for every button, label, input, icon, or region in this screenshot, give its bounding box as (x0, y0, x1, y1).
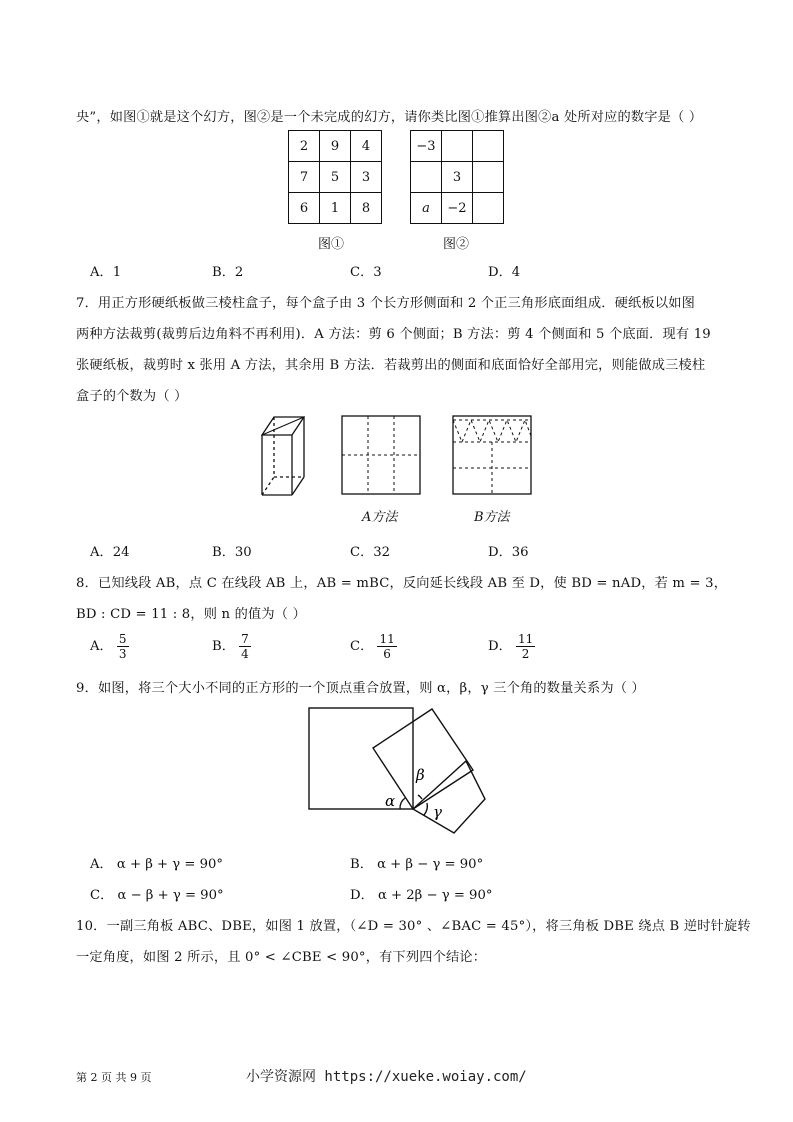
q6-option-b: B．2 (212, 265, 244, 280)
q8-option-b (212, 632, 251, 661)
caption-figure-2: 图② (443, 237, 470, 252)
q6-option-c: C．3 (350, 265, 382, 280)
q7-line-2: 两种方法裁剪(裁剪后边角料不再利用)．A 方法：剪 6 个侧面；B 方法：剪 4 个侧面和 5 个底面．现有 19 (76, 327, 711, 342)
option-label: A． (90, 639, 113, 654)
method-a-board (342, 416, 422, 496)
fraction (117, 632, 129, 661)
cell: 1 (320, 193, 351, 224)
q10-line-1: 10．一副三角板 ABC、DBE，如图 1 放置，（∠D = 30° 、∠BAC = 45°），将三角板 DBE 绕点 B 逆时针旋转 (76, 919, 751, 934)
q7-option-a: A．24 (90, 545, 130, 560)
magic-square-2 (410, 130, 504, 224)
q9-option-c: C． α − β + γ = 90° (90, 888, 224, 903)
fraction (516, 632, 535, 661)
cell: 5 (320, 162, 351, 193)
option-label: B． (212, 639, 235, 654)
q9-option-a: A． α + β + γ = 90° (90, 857, 223, 872)
q7-line-4: 盒子的个数为（ ） (76, 389, 188, 404)
method-b-board (453, 416, 533, 496)
q9-option-b: B． α + β − γ = 90° (350, 857, 484, 872)
cell: 4 (351, 131, 382, 162)
numerator: 7 (241, 632, 249, 646)
q9-option-d: D． α + 2β − γ = 90° (350, 888, 493, 903)
denominator: 4 (241, 647, 249, 661)
q8-option-d (488, 632, 535, 661)
numerator: 11 (517, 632, 534, 646)
cell: −3 (411, 131, 442, 162)
cell: 7 (289, 162, 320, 193)
cell: 6 (289, 193, 320, 224)
q7-option-c: C．32 (350, 545, 391, 560)
cell: −2 (442, 193, 473, 224)
q6-option-a: A．1 (90, 265, 122, 280)
three-squares-figure (306, 705, 491, 840)
gamma-label: γ (433, 803, 442, 821)
denominator: 3 (118, 647, 127, 661)
denominator: 2 (521, 647, 530, 661)
q8-option-a (90, 632, 129, 661)
fraction (239, 632, 251, 661)
cell (473, 162, 504, 193)
caption-figure-1: 图① (318, 237, 345, 252)
beta-label: β (416, 766, 425, 784)
triangular-prism-figure (258, 413, 318, 498)
cell: a (411, 193, 442, 224)
caption-method-a: A方法 (362, 510, 398, 525)
cell (473, 193, 504, 224)
cell (473, 131, 504, 162)
q6-option-d: D．4 (488, 265, 521, 280)
q8-line-1: 8．已知线段 AB，点 C 在线段 AB 上，AB = mBC，反向延长线段 AB 至 D，使 BD = nAD，若 m = 3， (76, 576, 728, 591)
q8-line-2: BD : CD = 11 : 8，则 n 的值为（ ） (76, 607, 306, 622)
option-label: D． (488, 639, 512, 654)
q7-option-d: D．36 (488, 545, 529, 560)
magic-square-1 (288, 130, 382, 224)
q8-option-c (350, 632, 397, 661)
q7-line-1: 7．用正方形硬纸板做三棱柱盒子，每个盒子由 3 个长方形侧面和 2 个正三角形底面组成．硬纸板以如图 (76, 296, 695, 311)
cell (411, 162, 442, 193)
cell: 3 (351, 162, 382, 193)
cell: 8 (351, 193, 382, 224)
denominator: 6 (383, 647, 391, 661)
option-label: C． (350, 639, 374, 654)
watermark-site: 小学资源网 https://xueke.woiay.com/ (246, 1069, 527, 1085)
cell: 2 (289, 131, 320, 162)
cell (442, 131, 473, 162)
alpha-label: α (385, 792, 396, 810)
cell: 9 (320, 131, 351, 162)
page-number: 第 2 页 共 9 页 (76, 1071, 152, 1084)
q6-stem: 央”，如图①就是这个幻方，图②是一个未完成的幻方，请你类比图①推算出图②a 处所对应的数字是（ ） (76, 110, 703, 125)
numerator: 11 (379, 632, 395, 646)
caption-method-b: B方法 (474, 510, 510, 525)
q7-option-b: B．30 (212, 545, 252, 560)
q10-line-2: 一定角度，如图 2 所示，且 0° < ∠CBE < 90°，有下列四个结论： (76, 950, 487, 965)
fraction (377, 632, 396, 661)
q7-line-3: 张硬纸板，裁剪时 x 张用 A 方法，其余用 B 方法．若裁剪出的侧面和底面恰好全部用完，则能做成三棱柱 (76, 358, 706, 373)
cell: 3 (442, 162, 473, 193)
q9-stem: 9．如图，将三个大小不同的正方形的一个顶点重合放置，则 α，β，γ 三个角的数量关系为（ ） (76, 681, 645, 696)
numerator: 5 (118, 632, 127, 646)
